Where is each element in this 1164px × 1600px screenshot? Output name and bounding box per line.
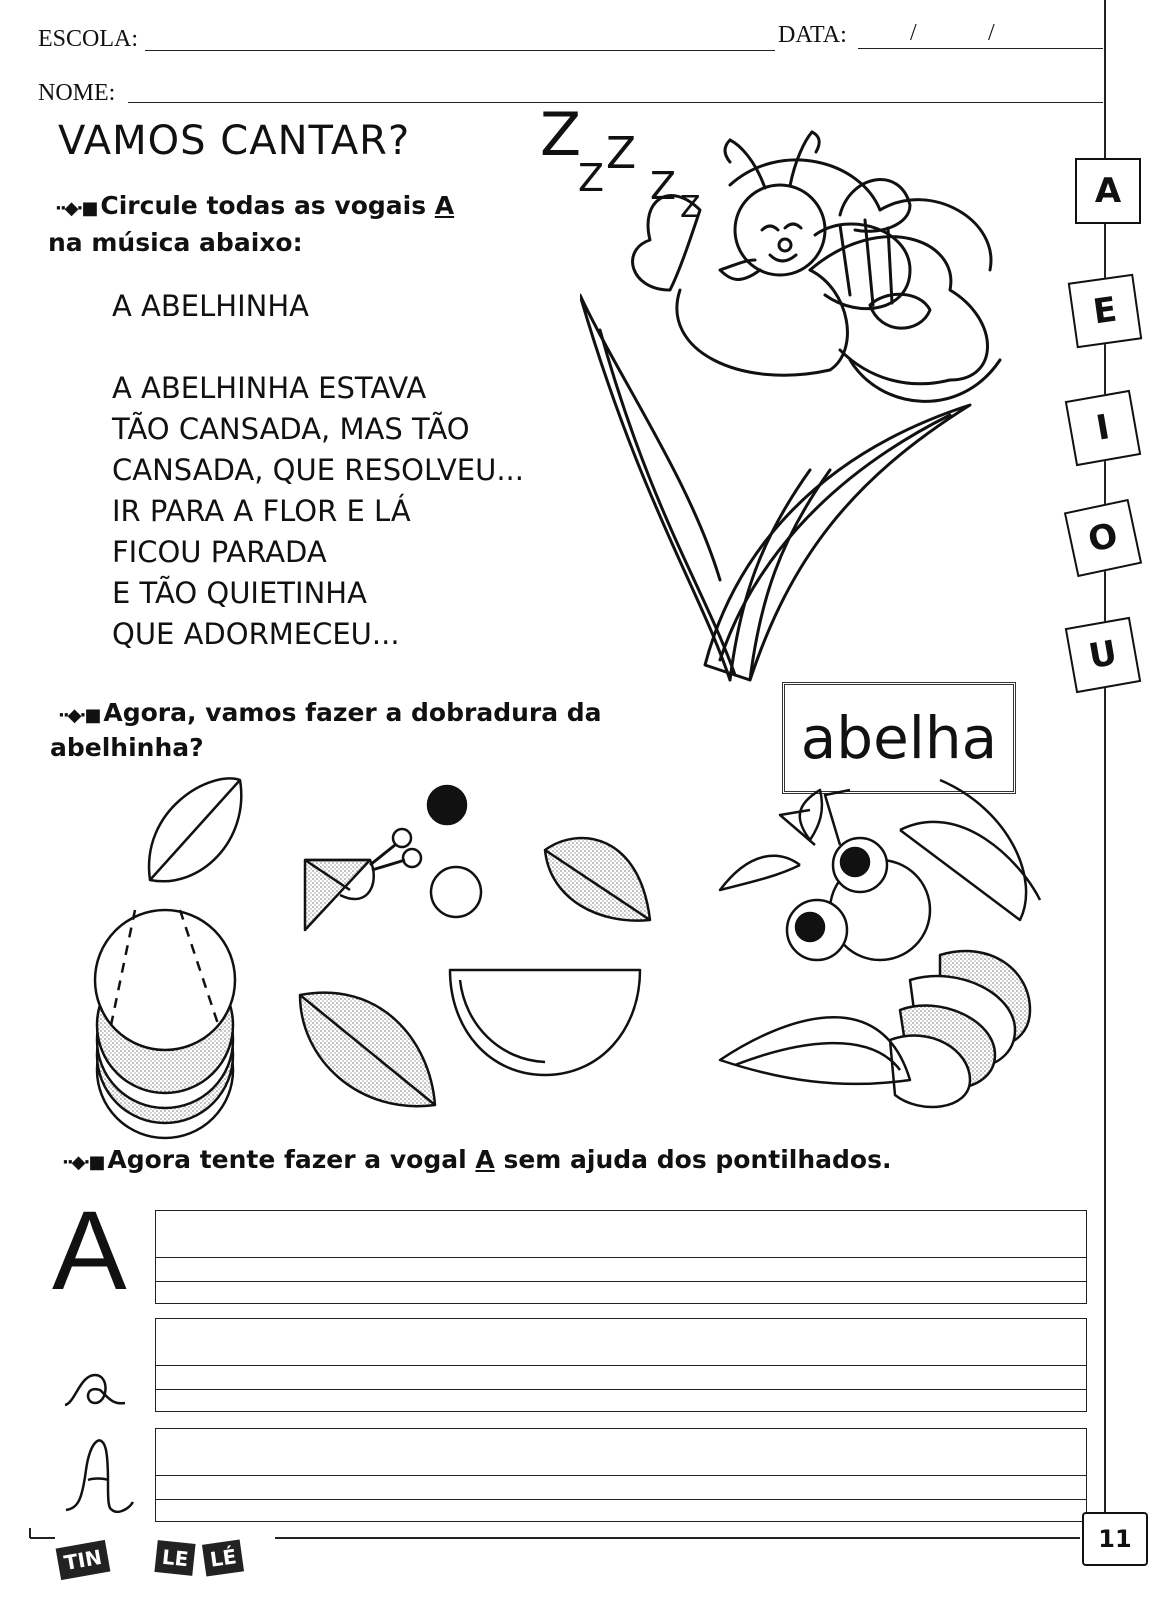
song-line: FICOU PARADA [112,535,327,569]
instruction1-letter: A [434,191,455,220]
name-label: NOME: [38,80,116,106]
song-lyrics [112,368,524,655]
instruction2-line2: abelhinha? [50,733,204,762]
song-line: IR PARA A FLOR E LÁ [112,494,411,528]
school-field[interactable] [145,50,775,51]
instruction-fold-bee [58,698,602,727]
date-field[interactable] [858,48,1103,49]
name-field[interactable] [128,102,1103,103]
date-slash-2: / [988,20,995,46]
instruction3-letter: A [475,1145,495,1174]
origami-steps-illustration [80,770,1090,1140]
page-number-badge [1082,1512,1148,1566]
sleeping-bee-flower-illustration [580,120,1040,700]
writing-line-1[interactable] [155,1210,1087,1304]
instruction-circle-vowels [55,191,454,220]
logo-part-le-accent: LÉ [202,1539,244,1576]
song-line: QUE ADORMECEU... [112,617,400,651]
model-letter-cursive-lower [60,1365,130,1415]
instruction1-text: Circule todas as vogais [100,191,435,220]
zzz-2: Z [606,128,637,179]
writing-line-2[interactable] [155,1318,1087,1412]
bullet-icon: ··◆·■ [55,198,97,219]
school-label: ESCOLA: [38,26,139,52]
zzz-5: Z [680,190,701,225]
vowel-box-o: O [1064,499,1142,577]
model-letter-cursive-upper [58,1430,138,1520]
zzz-1: Z [540,100,582,170]
bullet-icon: ··◆·■ [58,705,100,726]
song-title: A ABELHINHA [112,289,309,323]
instruction1-line2: na música abaixo: [48,228,303,257]
date-slash-1: / [910,20,917,46]
publisher-logo [58,1540,258,1584]
logo-part-tin: TIN [56,1540,111,1580]
instruction-write-vowel [62,1145,891,1174]
date-label: DATA: [778,22,847,48]
page-title: VAMOS CANTAR? [58,118,411,164]
vowel-box-i: I [1065,390,1141,466]
zzz-4: Z [650,164,677,208]
writing-line-3[interactable] [155,1428,1087,1522]
bullet-icon: ··◆·■ [62,1152,104,1173]
model-letter-print-upper: A [52,1188,127,1313]
instruction3-post: sem ajuda dos pontilhados. [494,1145,892,1174]
instruction3-pre: Agora tente fazer a vogal [107,1145,476,1174]
song-line: CANSADA, QUE RESOLVEU... [112,453,524,487]
vowel-box-u: U [1065,617,1141,693]
logo-part-le: LE [154,1540,196,1576]
vowel-box-a: A [1075,158,1141,224]
song-line: TÃO CANSADA, MAS TÃO [112,412,470,446]
zzz-3: Z [578,156,605,200]
vowel-box-e: E [1068,274,1143,349]
page-number: 11 [1098,1525,1132,1553]
instruction2-text: Agora, vamos fazer a dobradura da [103,698,602,727]
song-line: A ABELHINHA ESTAVA [112,371,427,405]
word-abelha: abelha [800,704,998,772]
song-line: E TÃO QUIETINHA [112,576,367,610]
